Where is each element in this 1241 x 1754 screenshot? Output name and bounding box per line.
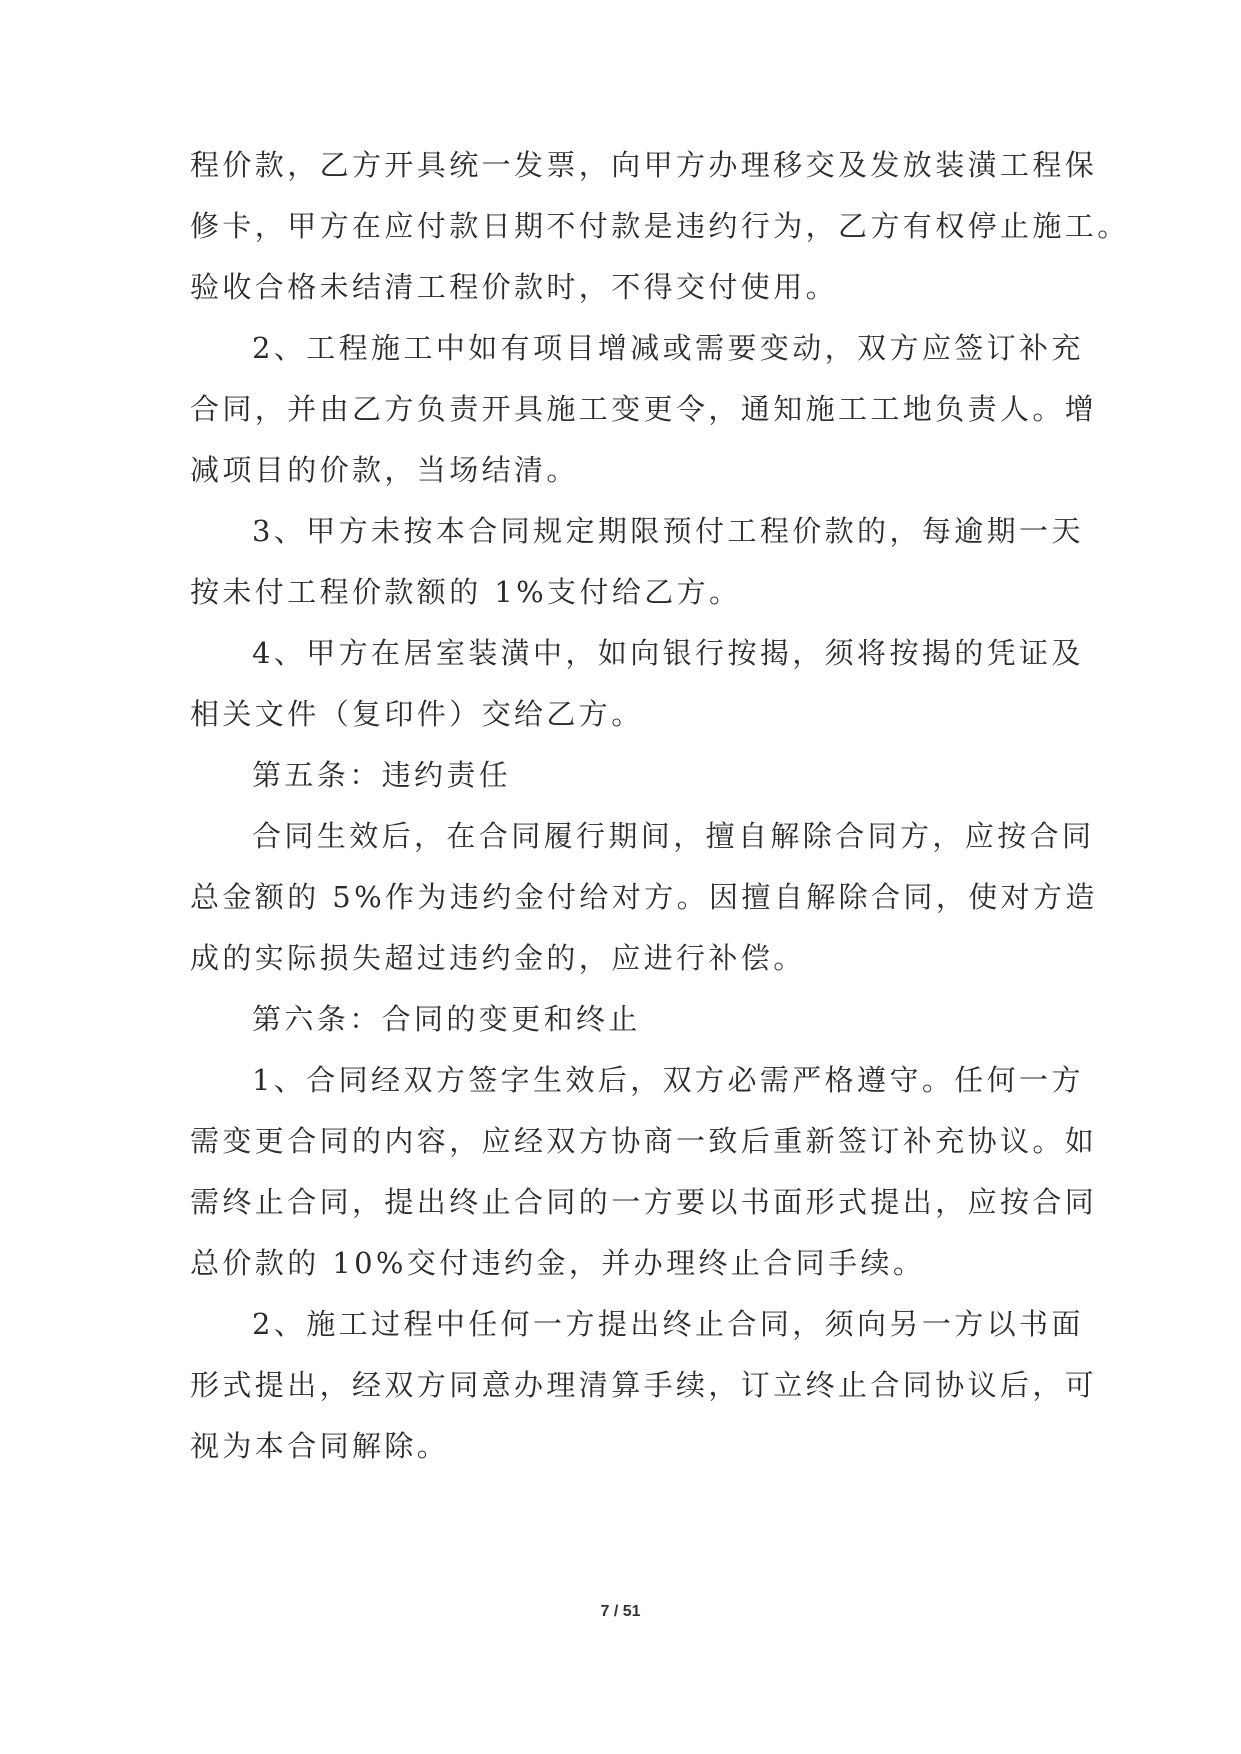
text-line: 验收合格未结清工程价款时，不得交付使用。 (190, 270, 839, 304)
text-line: 总价款的 10%交付违约金，并办理终止合同手续。 (190, 1246, 926, 1280)
text-line: 总金额的 5%作为违约金付给对方。因擅自解除合同，使对方造 (190, 880, 1098, 914)
text-line: 视为本合同解除。 (190, 1429, 450, 1463)
text-line: 形式提出，经双方同意办理清算手续，订立终止合同协议后，可 (190, 1368, 1098, 1402)
text-line: 修卡，甲方在应付款日期不付款是违约行为，乙方有权停止施工。 (190, 209, 1130, 243)
text-line: 减项目的价款，当场结清。 (190, 453, 579, 487)
text-line: 合同，并由乙方负责开具施工变更令，通知施工工地负责人。增 (190, 392, 1098, 426)
text-line: 3、甲方未按本合同规定期限预付工程价款的，每逾期一天 (252, 514, 1084, 548)
text-line: 需终止合同，提出终止合同的一方要以书面形式提出，应按合同 (190, 1185, 1098, 1219)
text-line: 成的实际损失超过违约金的，应进行补偿。 (190, 941, 806, 975)
text-line: 程价款，乙方开具统一发票，向甲方办理移交及发放装潢工程保 (190, 148, 1098, 182)
page-number: 7 / 51 (600, 1603, 641, 1620)
text-line: 按未付工程价款额的 1%支付给乙方。 (190, 575, 742, 609)
text-line: 需变更合同的内容，应经双方协商一致后重新签订补充协议。如 (190, 1124, 1098, 1158)
section-heading: 第六条：合同的变更和终止 (252, 1002, 641, 1036)
section-heading: 第五条：违约责任 (252, 758, 512, 792)
text-line: 1、合同经双方签字生效后，双方必需严格遵守。任何一方 (252, 1063, 1084, 1097)
text-line: 合同生效后，在合同履行期间，擅自解除合同方，应按合同 (252, 819, 1095, 853)
text-line: 2、工程施工中如有项目增减或需要变动，双方应签订补充 (252, 331, 1084, 365)
text-line: 2、施工过程中任何一方提出终止合同，须向另一方以书面 (252, 1307, 1084, 1341)
text-line: 相关文件（复印件）交给乙方。 (190, 697, 644, 731)
text-line: 4、甲方在居室装潢中，如向银行按揭，须将按揭的凭证及 (252, 636, 1084, 670)
